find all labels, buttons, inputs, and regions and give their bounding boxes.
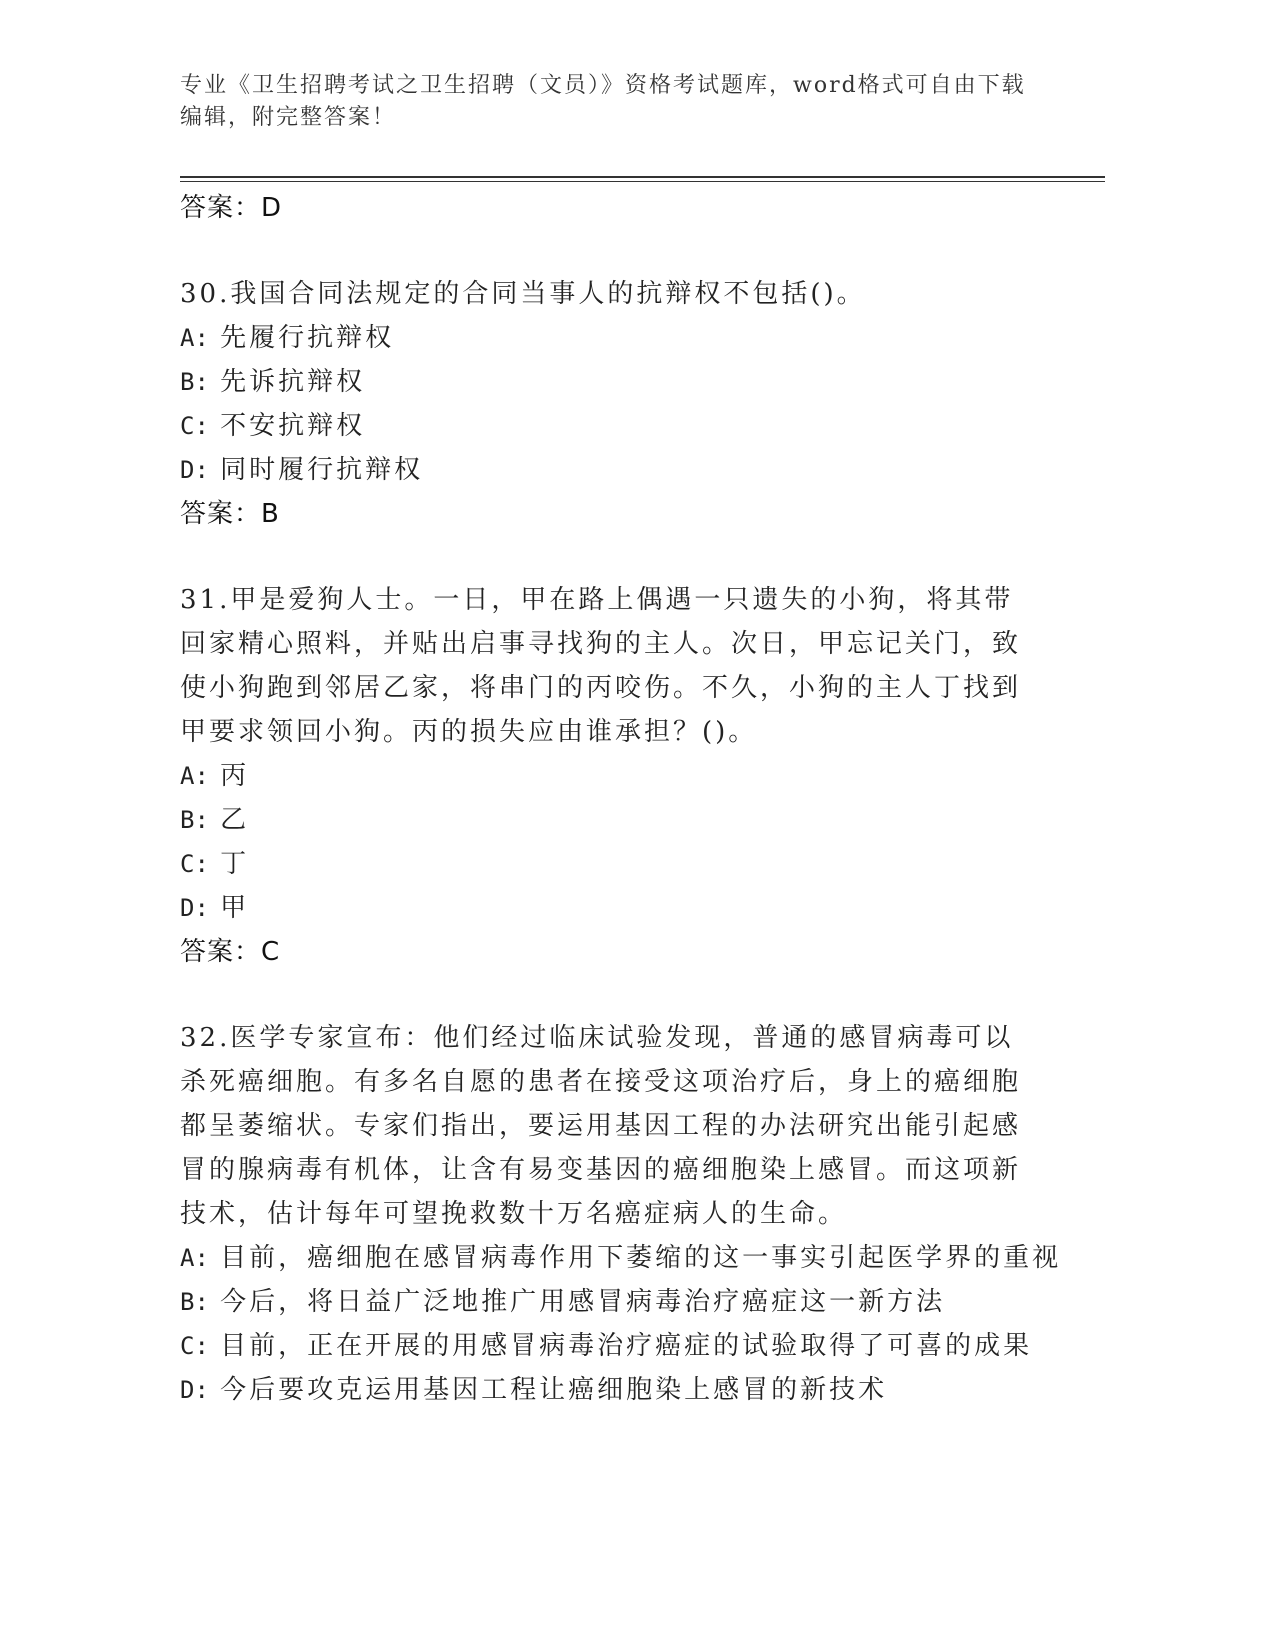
option-letter: C:	[180, 412, 209, 440]
option-text: 丙	[220, 761, 250, 791]
option-d	[180, 1368, 1040, 1412]
option-a	[180, 754, 1040, 798]
option-text: 目前，癌细胞在感冒病毒作用下萎缩的这一事实引起医学界的重视	[220, 1243, 1062, 1273]
option-letter: B:	[180, 368, 209, 396]
option-letter: C:	[180, 1332, 209, 1360]
option-c	[180, 842, 1040, 886]
header-divider	[180, 176, 1105, 178]
option-text: 同时履行抗辩权	[220, 455, 424, 485]
option-text: 目前，正在开展的用感冒病毒治疗癌症的试验取得了可喜的成果	[220, 1331, 1033, 1361]
option-text: 先履行抗辩权	[220, 323, 395, 353]
option-letter: D:	[180, 894, 209, 922]
option-a	[180, 1236, 1062, 1280]
question-stem: 30.我国合同法规定的合同当事人的抗辩权不包括()。	[180, 279, 866, 309]
document-body	[180, 186, 1062, 1412]
header-line-1: 专业《卫生招聘考试之卫生招聘（文员）》资格考试题库，word格式可自由下载	[180, 73, 1026, 98]
option-text: 甲	[220, 893, 250, 923]
option-c	[180, 404, 1040, 448]
option-a	[180, 316, 1040, 360]
option-letter: A:	[180, 1244, 209, 1272]
option-letter: A:	[180, 324, 209, 352]
question-31	[180, 578, 1040, 974]
header-line-2: 编辑，附完整答案！	[180, 105, 397, 130]
option-text: 乙	[220, 805, 250, 835]
option-letter: D:	[180, 456, 209, 484]
answer-q30: 答案：B	[180, 499, 280, 529]
question-30	[180, 272, 1040, 536]
option-d	[180, 886, 1040, 930]
option-letter: C:	[180, 850, 209, 878]
option-d	[180, 448, 1040, 492]
option-text: 今后要攻克运用基因工程让癌细胞染上感冒的新技术	[220, 1375, 888, 1405]
option-text: 先诉抗辩权	[220, 367, 366, 397]
question-32	[180, 1016, 1062, 1412]
option-letter: B:	[180, 806, 209, 834]
document-header	[180, 70, 1060, 134]
answer-q31: 答案：C	[180, 937, 281, 967]
option-b	[180, 360, 1040, 404]
header-divider-thin	[180, 181, 1105, 182]
option-text: 不安抗辩权	[220, 411, 366, 441]
option-letter: A:	[180, 762, 209, 790]
option-b	[180, 798, 1040, 842]
answer-q29: 答案：D	[180, 193, 283, 223]
option-text: 丁	[220, 849, 250, 879]
option-letter: D:	[180, 1376, 209, 1404]
question-stem: 32.医学专家宣布：他们经过临床试验发现，普通的感冒病毒可以杀死癌细胞。有多名自愿的患者在接受这项治疗后，身上的癌细胞都呈萎缩状。专家们指出，要运用基因工程的办法研究出能引起感冒的腺病毒有机体，让含有易变基因的癌细胞染上感冒。而这项新技术，估计每年可望挽救数十万名癌症病人的生命。	[180, 1023, 1022, 1229]
option-b	[180, 1280, 1040, 1324]
question-stem: 31.甲是爱狗人士。一日，甲在路上偶遇一只遗失的小狗，将其带回家精心照料，并贴出启事寻找狗的主人。次日，甲忘记关门，致使小狗跑到邻居乙家，将串门的丙咬伤。不久，小狗的主人丁找到甲要求领回小狗。丙的损失应由谁承担？()。	[180, 585, 1022, 747]
option-c	[180, 1324, 1040, 1368]
option-letter: B:	[180, 1288, 209, 1316]
option-text: 今后，将日益广泛地推广用感冒病毒治疗癌症这一新方法	[220, 1287, 946, 1317]
